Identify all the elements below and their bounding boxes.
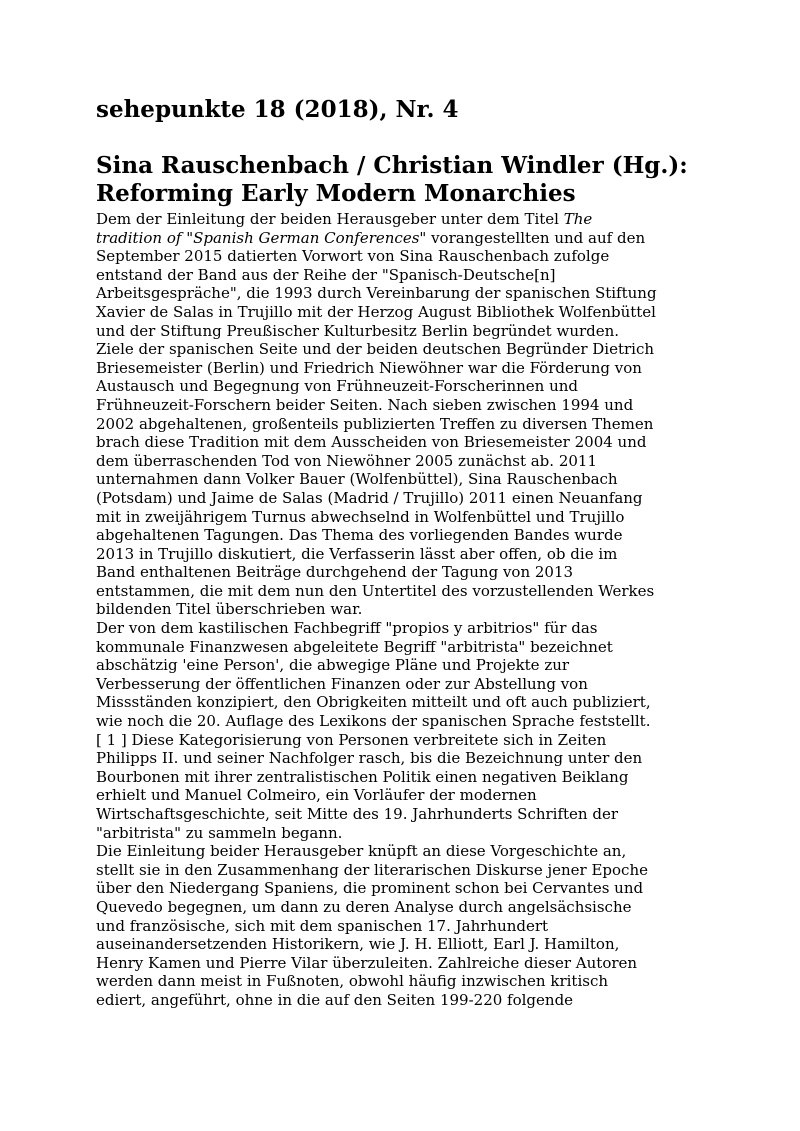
text-line bbox=[96, 210, 716, 229]
text-line: kommunale Finanzwesen abgeleitete Begriff "arbitrista" bezeichnet bbox=[96, 637, 613, 656]
text-line: dem überraschenden Tod von Niewöhner 2005 zunächst ab. 2011 bbox=[96, 451, 597, 470]
italic-run: tradition of bbox=[96, 228, 182, 247]
paragraph-3 bbox=[96, 842, 716, 1009]
paragraph-2 bbox=[96, 619, 716, 842]
text-line: Arbeitsgespräche", die 1993 durch Vereinbarung der spanischen Stiftung bbox=[96, 284, 657, 303]
text-line: und der Stiftung Preußischer Kulturbesitz Berlin begründet wurden. bbox=[96, 321, 620, 340]
text-line: 2002 abgehaltenen, großenteils publizierten Treffen zu diversen Themen bbox=[96, 414, 654, 433]
text-line: 2013 in Trujillo diskutiert, die Verfasserin lässt aber offen, ob die im bbox=[96, 544, 618, 563]
journal-heading: sehepunkte 18 (2018), Nr. 4 bbox=[96, 96, 459, 123]
text-line: Quevedo begegnen, um dann zu deren Analyse durch angelsächsische bbox=[96, 897, 632, 916]
text-line: abgehaltenen Tagungen. Das Thema des vorliegenden Bandes wurde bbox=[96, 526, 623, 545]
text-line: September 2015 datierten Vorwort von Sina Rauschenbach zufolge bbox=[96, 247, 610, 266]
text-line: brach diese Tradition mit dem Ausscheiden von Briesemeister 2004 und bbox=[96, 433, 647, 452]
review-title-line: Reforming Early Modern Monarchies bbox=[96, 180, 576, 207]
text-line: mit in zweijährigem Turnus abwechselnd in Wolfenbüttel und Trujillo bbox=[96, 507, 625, 526]
text-line: Wirtschaftsgeschichte, seit Mitte des 19. Jahrhunderts Schriften der bbox=[96, 805, 619, 823]
text-line: Band enthaltenen Beiträge durchgehend der Tagung von 2013 bbox=[96, 563, 574, 582]
text-line: stellt sie in den Zusammenhang der literarischen Diskurse jener Epoche bbox=[96, 860, 648, 879]
text-run: " vorangestellten und auf den bbox=[419, 228, 646, 247]
text-line: wie noch die 20. Auflage des Lexikons der spanischen Sprache feststellt. bbox=[96, 712, 651, 731]
text-line: (Potsdam) und Jaime de Salas (Madrid / Trujillo) 2011 einen Neuanfang bbox=[96, 488, 643, 507]
text-line bbox=[96, 229, 716, 248]
text-run: " bbox=[181, 228, 194, 247]
text-line: werden dann meist in Fußnoten, obwohl häufig inzwischen kritisch bbox=[96, 972, 608, 991]
text-line: Philipps II. und seiner Nachfolger rasch, bis die Bezeichnung unter den bbox=[96, 749, 643, 768]
text-line: ediert, angeführt, ohne in die auf den Seiten 199-220 folgende bbox=[96, 990, 574, 1009]
paragraph-1 bbox=[96, 210, 716, 619]
text-line: Austausch und Begegnung von Frühneuzeit-Forscherinnen und bbox=[96, 377, 579, 396]
article-page bbox=[96, 96, 716, 1010]
text-line: Henry Kamen und Pierre Vilar überzuleiten. Zahlreiche dieser Autoren bbox=[96, 953, 638, 972]
text-line: unternahmen dann Volker Bauer (Wolfenbüttel), Sina Rauschenbach bbox=[96, 470, 618, 489]
text-line: und französische, sich mit dem spanischen 17. Jahrhundert bbox=[96, 916, 549, 935]
text-line: [ 1 ] Diese Kategorisierung von Personen verbreitete sich in Zeiten bbox=[96, 730, 607, 749]
review-title-line: Sina Rauschenbach / Christian Windler (Hg.): bbox=[96, 152, 688, 179]
text-line: Missständen konzipiert, den Obrigkeiten mitteilt und oft auch publiziert, bbox=[96, 693, 651, 712]
italic-run: Spanish German Conferences bbox=[193, 228, 420, 247]
text-line: Verbesserung der öffentlichen Finanzen oder zur Abstellung von bbox=[96, 674, 588, 693]
text-line: Frühneuzeit-Forschern beider Seiten. Nach sieben zwischen 1994 und bbox=[96, 395, 634, 414]
text-line: abschätzig 'eine Person', die abwegige Pläne und Projekte zur bbox=[96, 656, 570, 675]
text-line: "arbitrista" zu sammeln begann. bbox=[96, 823, 343, 842]
text-line: Der von dem kastilischen Fachbegriff "propios y arbitrios" für das bbox=[96, 619, 598, 638]
text-line: erhielt und Manuel Colmeiro, ein Vorläufer der modernen bbox=[96, 786, 537, 805]
text-line: Die Einleitung beider Herausgeber knüpft an diese Vorgeschichte an, bbox=[96, 842, 627, 861]
text-run: Dem der Einleitung der beiden Herausgeber unter dem Titel bbox=[96, 210, 564, 228]
text-line: Ziele der spanischen Seite und der beiden deutschen Begründer Dietrich bbox=[96, 340, 655, 359]
text-line: bildenden Titel überschrieben war. bbox=[96, 600, 363, 619]
review-body bbox=[96, 210, 716, 1010]
text-line: auseinandersetzenden Historikern, wie J. H. Elliott, Earl J. Hamilton, bbox=[96, 935, 620, 954]
text-line: Xavier de Salas in Trujillo mit der Herzog August Bibliothek Wolfenbüttel bbox=[96, 302, 656, 321]
text-line: über den Niedergang Spaniens, die prominent schon bei Cervantes und bbox=[96, 879, 644, 898]
italic-run: The bbox=[563, 210, 593, 228]
text-line: Bourbonen mit ihrer zentralistischen Politik einen negativen Beiklang bbox=[96, 767, 629, 786]
text-line: entstand der Band aus der Reihe der "Spanisch-Deutsche[n] bbox=[96, 265, 556, 284]
text-line: Briesemeister (Berlin) und Friedrich Niewöhner war die Förderung von bbox=[96, 358, 642, 377]
review-title bbox=[96, 152, 716, 208]
text-line: entstammen, die mit dem nun den Untertitel des vorzustellenden Werkes bbox=[96, 581, 655, 600]
